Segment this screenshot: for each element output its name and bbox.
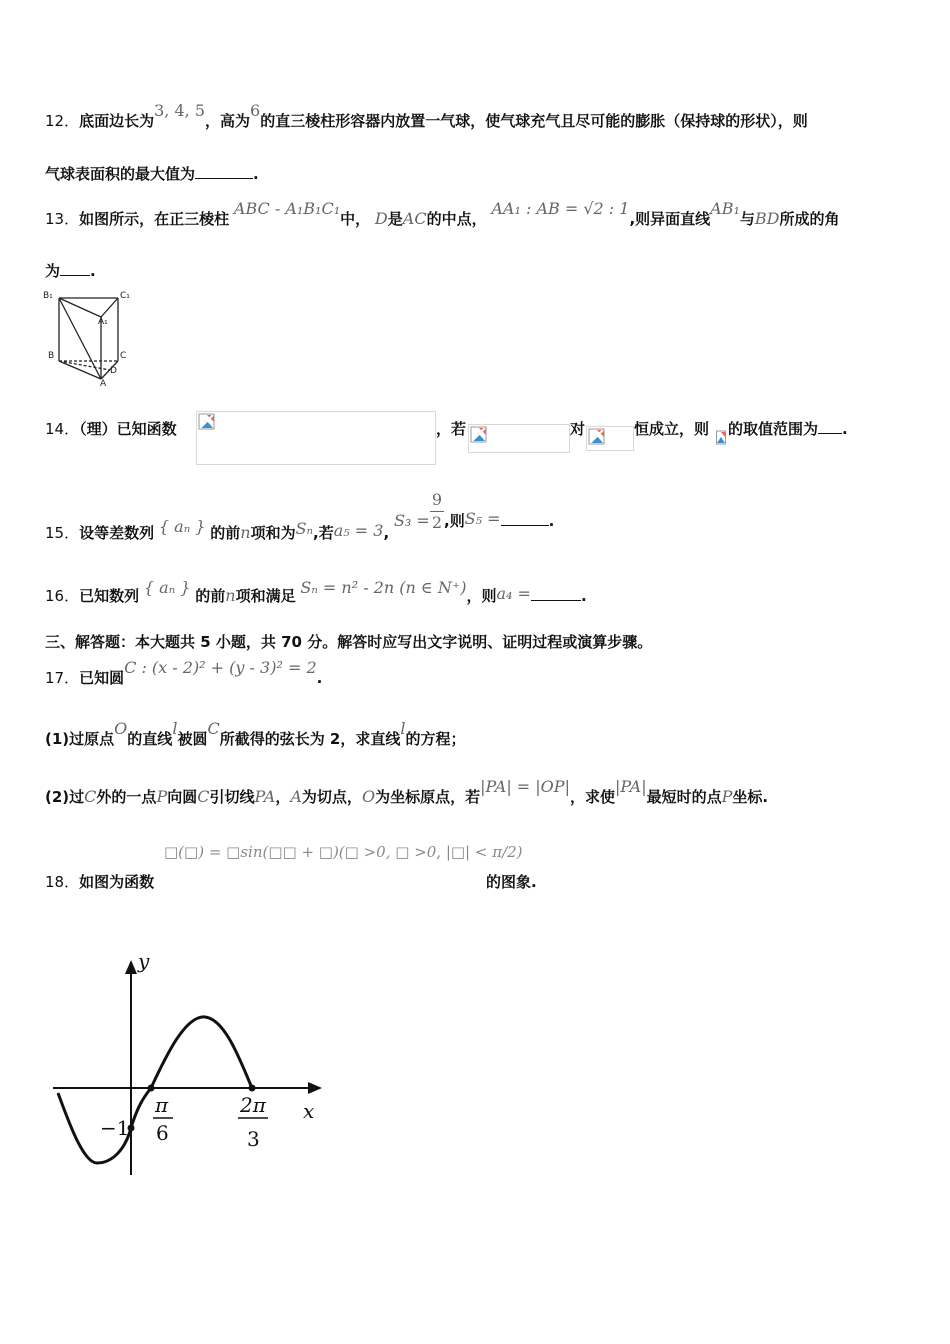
- tick-pi-num: π: [155, 1093, 169, 1117]
- answer-blank: [501, 511, 549, 526]
- q18-line: 18．如图为函数: [45, 873, 155, 891]
- broken-image-icon: [716, 430, 726, 444]
- broken-image-icon: [470, 426, 484, 440]
- q16-line: 16．已知数列 { aₙ } 的前n项和满足 Sₙ = n² - 2n (n ∈ N⁺)，则a₄ = .: [45, 578, 587, 605]
- q18-line-end: 的图象.: [486, 873, 537, 891]
- minus-one-label: −1: [100, 1116, 130, 1140]
- q12-line-1: 12．底面边长为3, 4, 5，高为6的直三棱柱形容器内放置一气球，使气球充气且尽可能的膨胀（保持球的形状），则: [45, 101, 808, 130]
- label-B: B: [48, 351, 55, 361]
- label-B1: B₁: [43, 291, 53, 301]
- tick-2pi-num: 2π: [240, 1093, 266, 1117]
- q17-part-1: (1)过原点O的直线l被圆C所截得的弦长为 2，求直线l的方程；: [45, 719, 466, 748]
- label-A: A: [100, 379, 107, 389]
- broken-image-icon: [198, 413, 212, 427]
- q17-line: 17．已知圆C : (x - 2)² + (y - 3)² = 2.: [45, 658, 323, 687]
- sine-graph: [45, 950, 335, 1180]
- q18-formula: □(□) = □sin(□□ + □)(□ >0, □ >0, |□| < π/2): [164, 843, 523, 861]
- q13-line-2: 为 .: [45, 262, 96, 280]
- q13-line-1: 13．如图所示，在正三棱柱 ABC - A₁B₁C₁中， D是AC的中点， AA₁ : AB = √2 : 1,则异面直线AB₁与BD所成的角: [45, 199, 840, 228]
- q14-line-d: 恒成立，则: [634, 420, 710, 438]
- formula-image-box-1: [196, 411, 436, 465]
- q14-line-e: 的取值范围为 .: [728, 420, 848, 438]
- q15-line: 15．设等差数列 { aₙ } 的前n项和为Sₙ,若a₅ = 3, S₃ = $\frac{9}{2}$ ,则S₅ = .: [45, 490, 555, 542]
- answer-blank: [195, 164, 253, 179]
- tick-2pi-den: 3: [247, 1127, 260, 1151]
- q14-line-c: 对: [570, 420, 586, 438]
- label-C1: C₁: [120, 291, 130, 301]
- label-C: C: [120, 351, 127, 361]
- answer-blank: [60, 261, 90, 276]
- section-3-heading: 三、解答题：本大题共 5 小题，共 70 分。解答时应写出文字说明、证明过程或演算步骤。: [45, 633, 653, 651]
- prism-figure: [40, 286, 140, 391]
- sine-curve: [58, 1017, 252, 1163]
- point-pi-over-6: [148, 1085, 155, 1092]
- q14-line-b: ，若: [436, 420, 467, 438]
- y-axis-label: y: [138, 950, 150, 973]
- q14-line: 14．（理）已知函数: [45, 420, 177, 438]
- answer-blank: [818, 419, 842, 434]
- label-A1: A₁: [98, 317, 108, 327]
- q17-part-2: (2)过C外的一点P向圆C引切线PA，A为切点，O为坐标原点，若|PA| = |OP|，求使|PA|最短时的点P坐标.: [45, 777, 769, 806]
- tick-pi-den: 6: [156, 1121, 169, 1145]
- broken-image-icon: [588, 428, 602, 442]
- fraction-9-over-2: $\frac{9}{2}$: [431, 490, 442, 532]
- x-axis-label: x: [303, 1099, 315, 1123]
- q12-line-2: 气球表面积的最大值为 .: [45, 165, 259, 183]
- answer-blank: [531, 586, 581, 601]
- label-D: D: [110, 366, 117, 376]
- point-2pi-over-3: [249, 1085, 256, 1092]
